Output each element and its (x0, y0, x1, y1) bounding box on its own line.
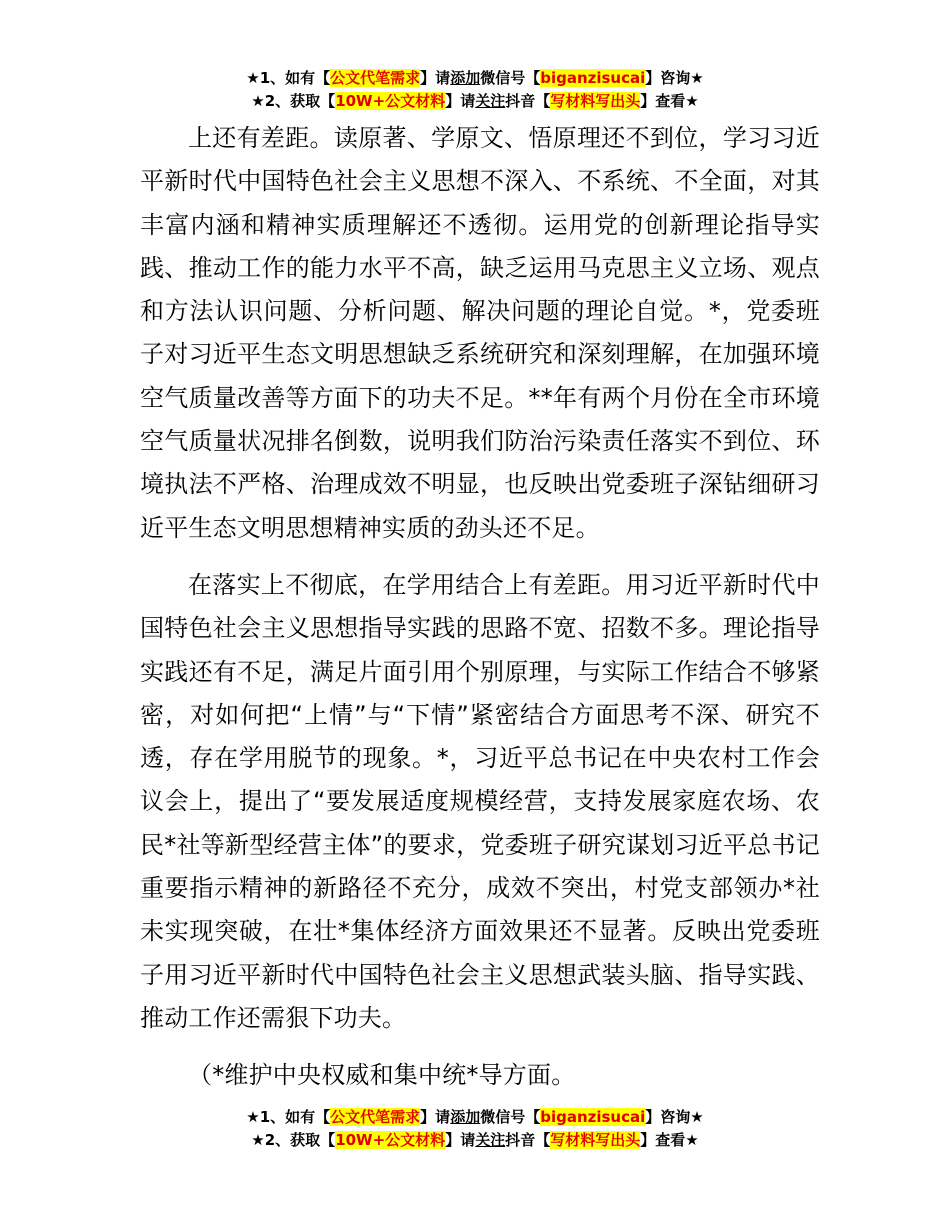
banner-text: ★2、获取【 (251, 1131, 336, 1149)
banner-text: 】查看★ (640, 92, 699, 110)
banner-highlight: 10W+公文材料 (335, 1131, 446, 1149)
banner-text: ★1、如有【 (246, 69, 331, 87)
banner-highlight: 写材料写出头 (550, 92, 641, 110)
banner-text: 微信号【 (480, 1108, 541, 1126)
banner-underlined: 关注 (475, 92, 506, 110)
banner-highlight: biganzisucai (540, 69, 646, 87)
banner-line-1 (0, 67, 950, 90)
banner-text: ★1、如有【 (246, 1108, 331, 1126)
footer-banner (0, 1106, 950, 1152)
banner-line-2 (0, 1129, 950, 1152)
banner-underlined: 添加 (450, 1108, 481, 1126)
banner-highlight: 公文代笔需求 (330, 1108, 421, 1126)
banner-text: 抖音【 (505, 92, 551, 110)
banner-text: 】查看★ (640, 1131, 699, 1149)
banner-highlight: biganzisucai (540, 1108, 646, 1126)
banner-line-1 (0, 1106, 950, 1129)
banner-text: 微信号【 (480, 69, 541, 87)
banner-text: 】请 (445, 1131, 476, 1149)
banner-line-2 (0, 90, 950, 113)
body-paragraph-1: 上还有差距。读原著、学原文、悟原理还不到位，学习习近平新时代中国特色社会主义思想不深入、不系统、不全面，对其丰富内涵和精神实质理解还不透彻。运用党的创新理论指导实践、推动工作的能力水平不高，缺乏运用马克思主义立场、观点和方法认识问题、分析问题、解决问题的理论自觉。*，党委班子对习近平生态文明思想缺乏系统研究和深刻理解，在加强环境空气质量改善等方面下的功夫不足。**年有两个月份在全市环境空气质量状况排名倒数，说明我们防治污染责任落实不到位、环境执法不严格、治理成效不明显，也反映出党委班子深钻细研习近平生态文明思想精神实质的劲头还不足。 (140, 124, 820, 542)
banner-text: 】咨询★ (645, 69, 704, 87)
body-paragraph-2: 在落实上不彻底，在学用结合上有差距。用习近平新时代中国特色社会主义思想指导实践的思路不宽、招数不多。理论指导实践还有不足，满足片面引用个别原理，与实际工作结合不够紧密，对如何把“上情”与“下情”紧密结合方面思考不深、研究不透，存在学用脱节的现象。*，习近平总书记在中央农村工作会议会上，提出了“要发展适度规模经营，支持发展家庭农场、农民*社等新型经营主体”的要求，党委班子研究谋划习近平总书记重要指示精神的新路径不充分，成效不突出，村党支部领办*社未实现突破，在壮*集体经济方面效果还不显著。反映出党委班子用习近平新时代中国特色社会主义思想武装头脑、指导实践、推动工作还需狠下功夫。 (140, 570, 820, 1032)
banner-text: 】请 (445, 92, 476, 110)
body-paragraph-3: （*维护中央权威和集中统*导方面。 (188, 1061, 576, 1090)
banner-highlight: 公文代笔需求 (330, 69, 421, 87)
banner-text: 】请 (420, 69, 451, 87)
banner-text: 】请 (420, 1108, 451, 1126)
banner-highlight: 10W+公文材料 (335, 92, 446, 110)
document-body (140, 117, 820, 1098)
banner-text: 抖音【 (505, 1131, 551, 1149)
banner-highlight: 写材料写出头 (550, 1131, 641, 1149)
banner-text: ★2、获取【 (251, 92, 336, 110)
banner-text: 】咨询★ (645, 1108, 704, 1126)
banner-underlined: 关注 (475, 1131, 506, 1149)
banner-underlined: 添加 (450, 69, 481, 87)
header-banner (0, 67, 950, 113)
